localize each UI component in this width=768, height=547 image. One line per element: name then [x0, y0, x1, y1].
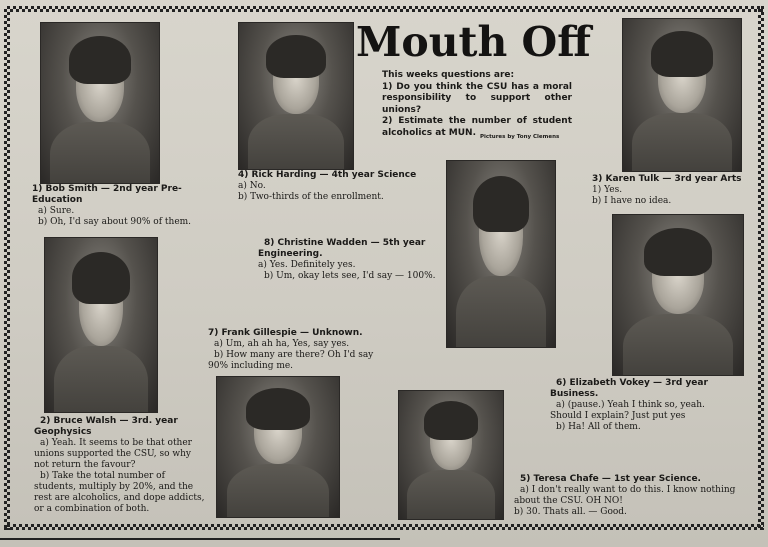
interview-teresa-chafe: [514, 474, 740, 518]
photo-credit: Pictures by Tony Clemens: [480, 134, 560, 140]
interview-frank-gillespie: [208, 328, 392, 372]
interviewee-name: 7) Frank Gillespie — Unknown.: [208, 328, 363, 338]
checkered-border-top: [4, 6, 764, 12]
interview-bob-smith: [32, 184, 202, 228]
answer-a: a) Um, ah ah ha, Yes, say yes.: [214, 339, 350, 349]
answer-b: b) How many are there? Oh I'd say 90% including me.: [208, 350, 374, 371]
answer-a: a) (pause.) Yeah I think so, yeah. Should I explain? Just put yes: [550, 400, 705, 421]
answer-b: b) Oh, I'd say about 90% of them.: [38, 217, 192, 227]
interview-elizabeth-vokey: [550, 378, 738, 433]
interviewee-name: 8) Christine Wadden — 5th year Engineering.: [258, 238, 426, 259]
checkered-border-left: [4, 6, 10, 530]
answer-b: b) Two-thirds of the enrollment.: [238, 192, 384, 202]
interview-karen-tulk: [592, 174, 750, 207]
answer-a: a) I don't really want to do this. I know nothing about the CSU. OH NO!: [514, 485, 736, 506]
photo-rick-harding: [238, 22, 354, 170]
answer-b: b) I have no idea.: [592, 196, 672, 206]
interviewee-name: 4) Rick Harding — 4th year Science: [238, 170, 417, 180]
photo-christine-wadden: [446, 160, 556, 348]
photo-elizabeth-vokey: [612, 214, 744, 376]
divider-rule: [0, 538, 400, 540]
answer-b: b) Um, okay lets see, I'd say — 100%.: [264, 271, 436, 281]
checkered-border-right: [758, 6, 764, 530]
photo-karen-tulk: [622, 18, 742, 172]
answer-a: 1) Yes.: [592, 185, 623, 195]
checkered-border-bottom: [4, 524, 764, 530]
interview-bruce-walsh: [34, 416, 206, 515]
intro-line: 2) Estimate the number of student alcoholics at MUN.: [382, 116, 572, 138]
photo-bruce-walsh: [44, 237, 158, 413]
interviewee-name: 5) Teresa Chafe — 1st year Science.: [520, 474, 701, 484]
answer-b: b) Ha! All of them.: [556, 422, 641, 432]
answer-a: a) Yes. Definitely yes.: [258, 260, 356, 270]
intro-line: This weeks questions are:: [382, 70, 515, 80]
photo-bob-smith: [40, 22, 160, 184]
interview-rick-harding: [238, 170, 418, 203]
photo-frank-gillespie: [216, 376, 340, 518]
answer-a: a) No.: [238, 181, 266, 191]
answer-a: a) Yeah. It seems to be that other unions supported the CSU, so why not return the favour?: [34, 438, 192, 470]
intro-line: 1) Do you think the CSU has a moral responsibility to support other unions?: [382, 81, 572, 115]
page-title: Mouth Off: [356, 18, 591, 66]
interviewee-name: 2) Bruce Walsh — 3rd. year Geophysics: [34, 416, 178, 437]
intro-block: [382, 70, 572, 139]
interviewee-name: 6) Elizabeth Vokey — 3rd year Business.: [550, 378, 708, 399]
interview-christine-wadden: [258, 238, 438, 282]
interviewee-name: 1) Bob Smith — 2nd year Pre-Education: [32, 184, 182, 205]
answer-a: a) Sure.: [38, 206, 75, 216]
photo-teresa-chafe: [398, 390, 504, 520]
answer-b: b) 30. Thats all. — Good.: [514, 507, 627, 517]
interviewee-name: 3) Karen Tulk — 3rd year Arts: [592, 174, 742, 184]
answer-b: b) Take the total number of students, multiply by 20%, and the rest are alcoholics, and dope addicts, or a combination of both.: [34, 471, 205, 514]
